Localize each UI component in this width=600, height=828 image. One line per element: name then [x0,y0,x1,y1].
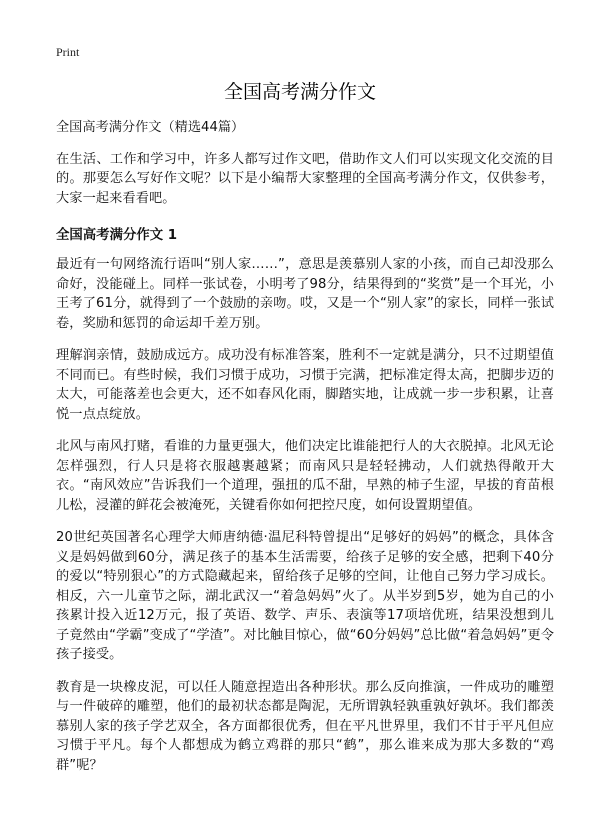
paragraph-1: 最近有一句网络流行语叫“别人家……”，意思是羡慕别人家的小孩，而自己却没那么命好，没能碰上。同样一张试卷，小明考了98分，结果得到的“奖赏”是一个耳光，小王考了61分，就得到了一个鼓励的亲吻。哎，又是一个“别人家”的家长，同样一张试卷，奖励和惩罚的命运却千差万别。 [56,257,554,331]
document-subtitle: 全国高考满分作文（精选44篇） [56,120,245,135]
article-body [56,118,554,788]
page-title: 全国高考满分作文 [223,81,376,103]
print-link[interactable]: Print [56,45,80,59]
paragraph-4: 20世纪英国著名心理学大师唐纳德·温尼科特曾提出“足够好的妈妈”的概念，具体含义是妈妈做到60分，满足孩子的基本生活需要，给孩子足够的安全感，把剩下40分的爱以“特别狠心”的方式隐藏起来，留给孩子足够的空间，让他自己努力学习成长。相反，六一儿童节之际，湖北武汉一“着急妈妈”火了。从半岁到5岁，她为自己的小孩累计投入近12万元，报了英语、数学、声乐、表演等17项培优班，结果没想到儿子竟然由“学霸”变成了“学渣”。对比触目惊心，做“60分妈妈”总比做“着急妈妈”更令孩子接受。 [56,530,554,662]
paragraph-5: 教育是一块橡皮泥，可以任人随意捏造出各种形状。那么反向推演，一件成功的雕塑与一件破碎的雕塑，他们的最初状态都是陶泥，无所谓孰轻孰重孰好孰坏。我们都羡慕别人家的孩子学艺双全，各方面都很优秀，但在平凡世界里，我们不甘于平凡但应习惯于平凡。每个人都想成为鹤立鸡群的那只“鹤”，那么谁来成为那大多数的“鸡群”呢？ [56,679,554,773]
section-heading: 全国高考满分作文 1 [56,228,178,243]
paragraph-3: 北风与南风打赌，看谁的力量更强大，他们决定比谁能把行人的大衣脱掉。北风无论怎样强烈，行人只是将衣服越裹越紧；而南风只是轻轻拂动，人们就热得敞开大衣。“南风效应”告诉我们一个道理，强扭的瓜不甜，早熟的柿子生涩，早拔的育苗根儿松，浸灌的鲜花会被淹死，关键看你如何把控尺度，如何设置期望值。 [56,439,554,513]
paragraph-2: 理解润亲情，鼓励成远方。成功没有标准答案，胜利不一定就是满分，只不过期望值不同而已。有些时候，我们习惯于成功，习惯于完满，把标准定得太高，把脚步迈的太大，可能落差也会更大，还不如春风化雨，脚踏实地，让成就一步一步积累，让喜悦一点点绽放。 [56,348,554,422]
intro-paragraph: 在生活、工作和学习中，许多人都写过作文吧，借助作文人们可以实现文化交流的目的。那要怎么写好作文呢？以下是小编帮大家整理的全国高考满分作文，仅供参考，大家一起来看看吧。 [56,151,554,206]
